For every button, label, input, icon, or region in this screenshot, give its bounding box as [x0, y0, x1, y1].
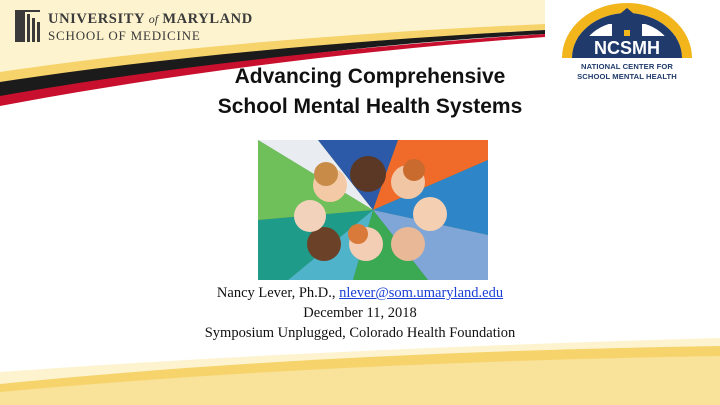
ncsmh-acronym: NCSMH [594, 38, 660, 58]
presenter-info [130, 283, 590, 343]
umd-mace-icon [12, 8, 42, 44]
email-link[interactable]: nlever@som.umaryland.edu [339, 285, 504, 301]
title-line2: School Mental Health Systems [217, 95, 523, 118]
author-line [130, 283, 590, 303]
event-name: Symposium Unplugged, Colorado Health Foundation [204, 325, 516, 341]
author-name: Nancy Lever, Ph.D., [216, 285, 340, 301]
children-circle-photo [258, 140, 488, 280]
ncsmh-subtitle-line1: NATIONAL CENTER FOR [581, 62, 673, 71]
ncsmh-subtitle-line2: SCHOOL MENTAL HEALTH [577, 72, 677, 81]
presentation-date: December 11, 2018 [303, 305, 417, 321]
ncsmh-badge-icon [548, 0, 706, 62]
umd-logo-line1: UNIVERSITY of MARYLAND [48, 11, 253, 27]
umd-logo-line2: SCHOOL OF MEDICINE [48, 28, 201, 43]
slide-title [150, 62, 590, 122]
title-line1: Advancing Comprehensive [234, 65, 506, 88]
umd-som-logo [12, 8, 253, 46]
